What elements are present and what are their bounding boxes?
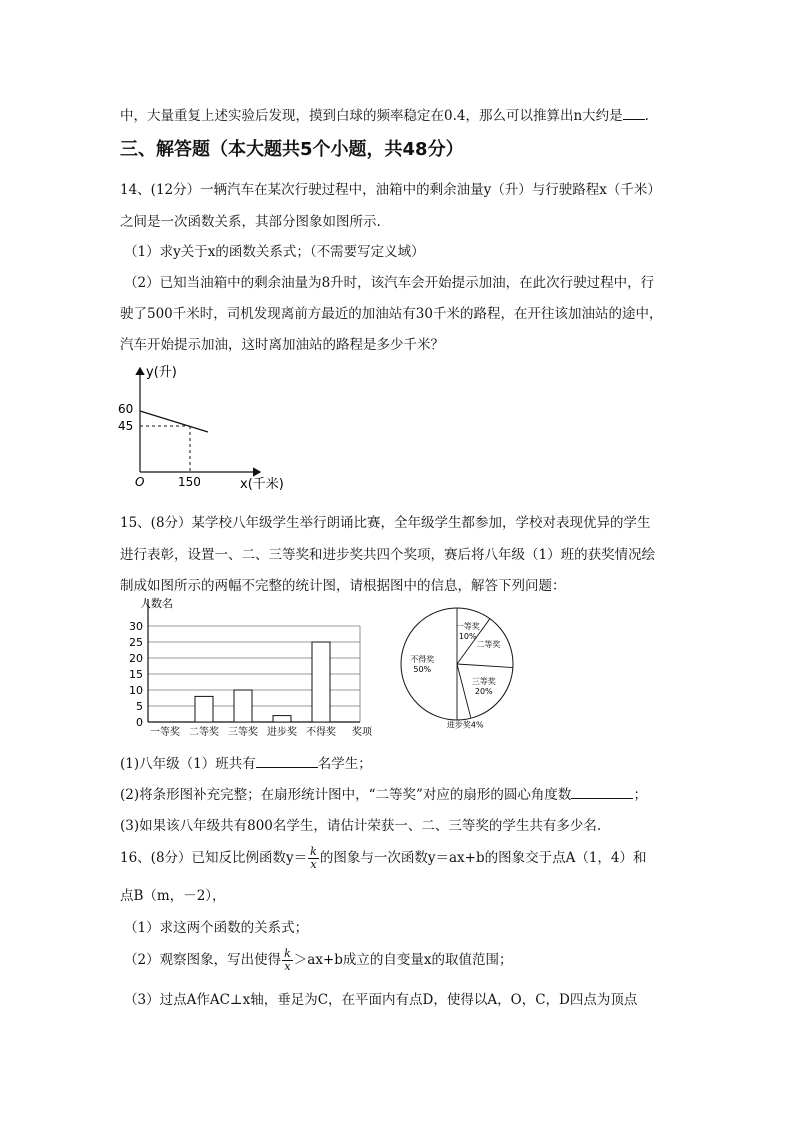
q14-tick-150: 150 [178,475,201,489]
q15-sub1-text: (1)八年级（1）班共有 [120,756,256,772]
y-tick-label: 25 [129,636,143,649]
x-tick-label: 进步奖 [267,727,297,738]
y-tick-label: 15 [129,668,143,681]
x-tick-label: 不得奖 [306,727,336,738]
q14-y-label: y(升) [146,365,177,380]
answer-blank [623,119,645,120]
q14-line4: （2）已知当油箱中的剩余油量为8升时，该汽车会开始提示加油，在此次行驶过程中，行 [124,275,655,291]
q14-function-line [140,411,208,432]
q15-sub2-blank [571,798,633,799]
q16-fraction [308,846,319,871]
bar-2 [234,690,252,722]
q14-origin-label: O [135,475,145,489]
q14-line1: 14、(12分）一辆汽车在某次行驶过程中，油箱中的剩余油量y（升）与行驶路程x（千米） [120,182,661,198]
q16-line4 [124,948,513,973]
bar-chart [118,595,378,745]
q15-line1: 15、(8分）某学校八年级学生举行朗诵比赛，全年级学生都参加，学校对表现优异的学生 [120,515,651,531]
q14-tick-60: 60 [118,402,134,416]
pie-label: 二等奖 [476,640,501,650]
q16-line2: 点B（m，－2）， [120,888,226,904]
q16-line5: （3）过点A作AC⊥x轴，垂足为C，在平面内有点D，使得以A，O，C，D四点为顶点 [124,992,638,1008]
y-tick-label: 10 [129,684,143,697]
q14-x-label: x(千米) [240,477,284,492]
bar-3 [273,716,291,722]
q14-tick-45: 45 [118,419,134,433]
pie-pct-label: 10% [458,631,477,641]
bar-y-label: 人数名 [140,597,173,610]
q16-line1-end: 的图象与一次函数y＝ax+b的图象交于点A（1，4）和 [319,850,647,866]
q16-line1 [120,846,647,871]
q16-frac2-den: x [284,960,291,973]
q14-line5: 驶了500千米时，司机发现离前方最近的加油站有30千米的路程，在开往该加油站的途中， [120,306,663,322]
q16-frac2-num: k [284,947,291,960]
q16-line4-end: ＞ax+b成立的自变量x的取值范围； [293,952,513,968]
q16-line4-text: （2）观察图象，写出使得 [124,952,282,968]
q15-sub2 [120,783,647,803]
q15-sub1 [120,752,372,772]
y-tick-label: 30 [129,620,143,633]
intro-end: . [644,108,649,124]
q16-fraction-2 [282,948,293,973]
x-tick-label: 一等奖 [150,727,180,738]
x-tick-label: 二等奖 [189,727,219,738]
q14-line2: 之间是一次函数关系，其部分图象如图所示. [120,214,381,230]
bar-1 [195,696,213,722]
pie-label: 一等奖 [455,621,480,631]
q15-sub1-blank [256,767,318,768]
pie-label: 进步奖4% [446,720,484,730]
y-tick-label: 20 [129,652,143,665]
bar-x-label: 奖项 [352,727,372,738]
intro-text: 中，大量重复上述实验后发现，摸到白球的频率稳定在0.4，那么可以推算出n大约是 [120,108,623,124]
q14-graph [110,362,290,492]
q16-line1-text: 16、(8分）已知反比例函数y＝ [120,850,308,866]
q14-line6: 汽车开始提示加油，这时离加油站的路程是多少千米？ [120,337,444,353]
q15-line2: 进行表彰，设置一、二、三等奖和进步奖共四个奖项，赛后将八年级（1）班的获奖情况绘 [120,547,656,563]
q15-sub2-text: (2)将条形图补充完整；在扇形统计图中，“二等奖”对应的扇形的圆心角度数 [120,787,572,803]
x-tick-label: 三等奖 [228,727,258,738]
q16-line3: （1）求这两个函数的关系式； [124,920,309,936]
q16-frac-num: k [310,845,317,858]
pie-chart [385,600,545,730]
q14-line3: （1）求y关于x的函数关系式；（不需要写定义域） [124,244,425,260]
pie-pct-label: 50% [413,665,432,674]
pie-pct-label: 20% [474,687,493,697]
y-tick-label: 0 [136,716,143,729]
pie-label: 不得奖 [410,655,435,664]
q16-frac-den: x [310,858,317,871]
intro-line [120,104,649,124]
pie-label: 三等奖 [471,677,496,687]
q15-sub2-end: ； [633,787,647,803]
q15-sub1-end: 名学生； [317,756,372,772]
y-tick-label: 5 [136,700,143,713]
bar-4 [312,642,330,722]
section-title: 三、解答题（本大题共5个小题，共48分） [120,139,464,160]
q15-line3: 制成如图所示的两幅不完整的统计图，请根据图中的信息，解答下列问题： [120,578,566,594]
q15-sub3: (3)如果该八年级共有800名学生，请估计荣获一、二、三等奖的学生共有多少名. [120,818,602,834]
